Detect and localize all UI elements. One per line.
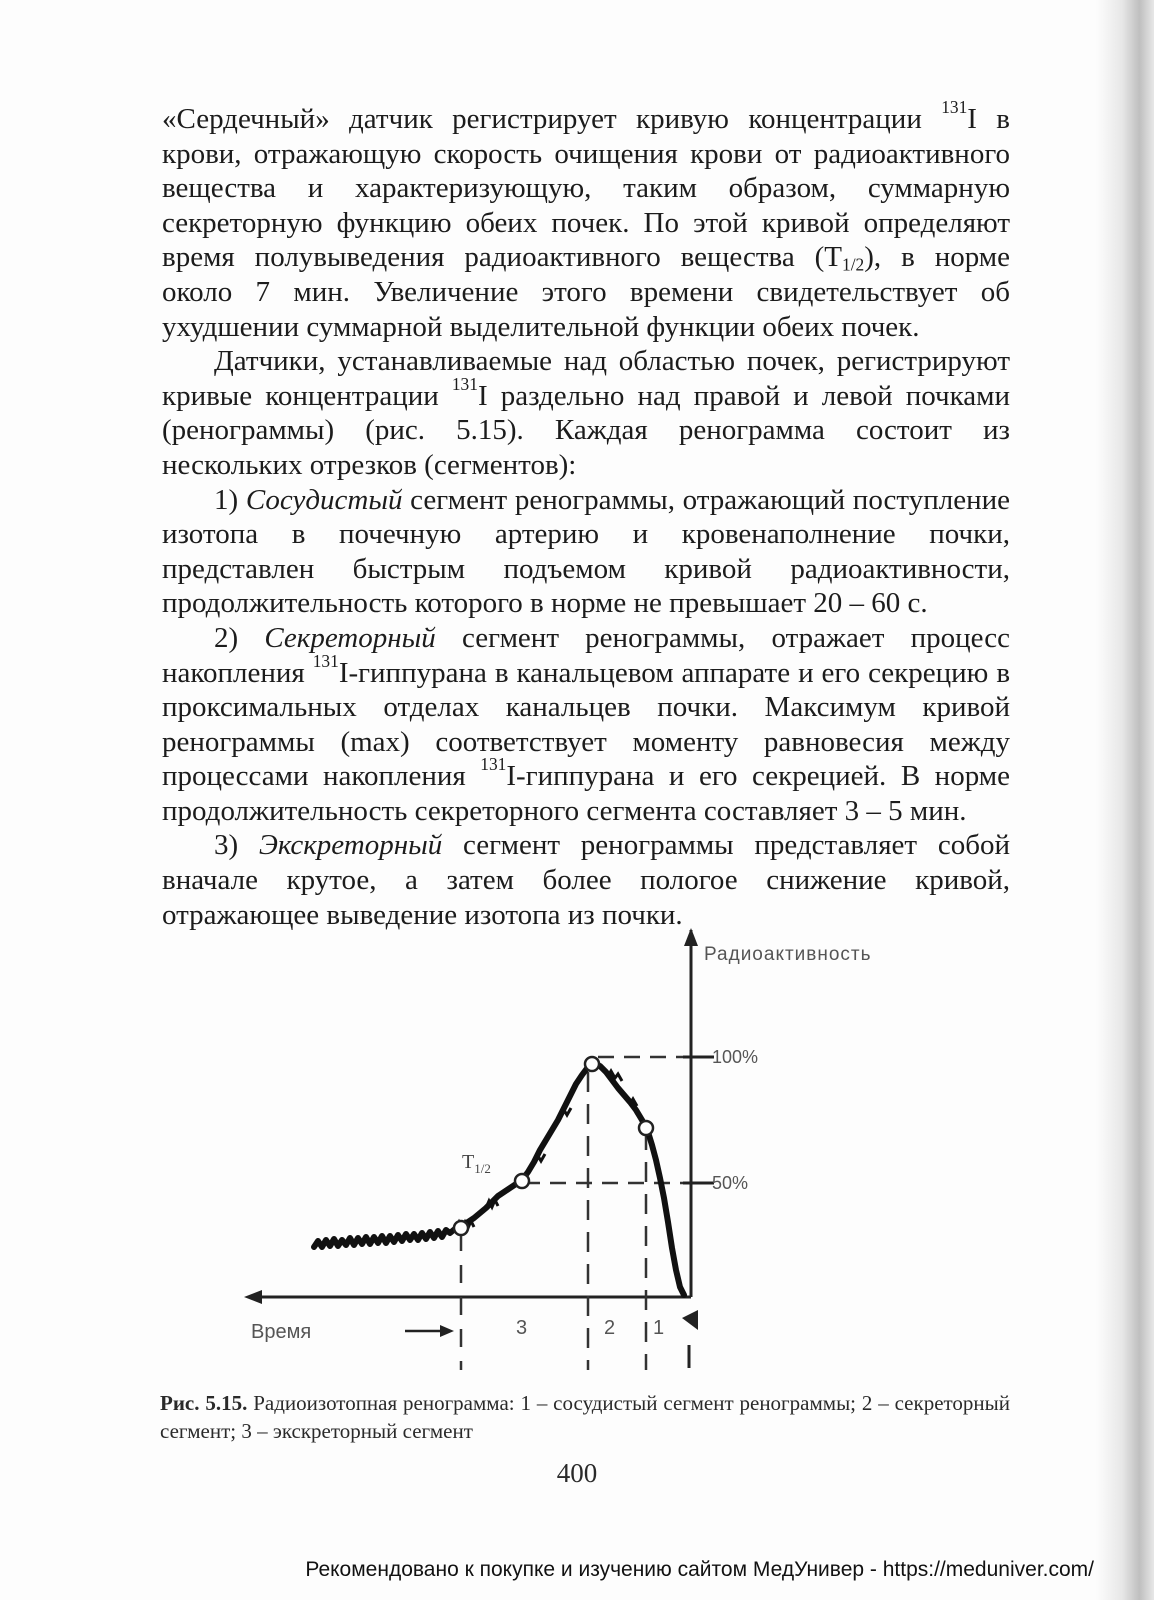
page-edge-shadow (1096, 0, 1154, 1600)
text-run: I в крови, отражающую скорость очищения крови от радиоактивного вещества и характеризующую, таким образом, суммарную секреторную функцию обеих почек. По этой кривой определяют время полувыведения радиоактивного вещества (T (162, 103, 1011, 274)
figure-caption (160, 1389, 1010, 1445)
text-run: сегмент ренограммы представляет собой вначале крутое, а затем более пологое снижение кривой, отражающее выведение изотопа из почки. (162, 829, 1010, 931)
segment-2-label: 2 (604, 1317, 616, 1339)
isotope-superscript: 131 (480, 754, 507, 775)
level-50-label: 50% (712, 1173, 749, 1193)
text-run: I-гиппурана в канальцевом аппарате и его секрецию в проксимальных отделах канальцев почки. Максимум кривой ренограммы (max) соответствует моменту равновесия между процессами накопления (162, 656, 1011, 793)
injection-marker (682, 1310, 698, 1330)
half-time-label-sub: 1/2 (474, 1161, 491, 1176)
segment-term: Экскреторный (258, 829, 443, 862)
isotope-superscript: 131 (941, 97, 968, 118)
x-axis-label: Время (251, 1321, 312, 1343)
paragraph-2 (162, 344, 1010, 482)
text-run: «Сердечный» датчик регистрирует кривую концентрации (162, 103, 942, 135)
paragraph-4 (162, 621, 1010, 829)
body-text (162, 97, 1011, 932)
text-run: I раздельно над правой и левой почками (ренограммы) (рис. 5.15). Каждая ренограмма состоит из нескольких отрезков (сегментов): (162, 379, 1010, 481)
half-time-subscript: 1/2 (842, 254, 865, 275)
text-run: 1) (214, 483, 246, 516)
paragraph-1 (162, 97, 1011, 344)
level-100-label: 100% (712, 1047, 759, 1067)
text-run: сегмент ренограммы, отражающий поступление изотопа в почечную артерию и кровенаполнение почки, представлен быстрым подъемом кривой радиоактивности, продолжительность которого в норме не превышает 20 – 60 с. (162, 483, 1010, 620)
isotope-superscript: 131 (312, 650, 339, 671)
text-run: ), в норме около 7 мин. Увеличение этого времени свидетельствует об ухудшении суммарной выделительной функции обеих почек. (162, 241, 1010, 343)
text-run: сегмент ренограммы, отражает процесс накопления (162, 621, 1010, 689)
text-run: I-гиппурана и его секрецией. В норме продолжительность секреторного сегмента составляет 3 – 5 мин. (162, 760, 1010, 827)
paragraph-3 (162, 483, 1010, 621)
segment-term: Секреторный (264, 621, 436, 654)
segment-3-label: 3 (516, 1317, 528, 1339)
text-run: 2) (214, 621, 265, 654)
isotope-superscript: 131 (451, 373, 478, 394)
caption-text: Радиоизотопная ренограмма: 1 – сосудистый сегмент ренограммы; 2 – секреторный сегмент; 3 – экскреторный сегмент (160, 1391, 1011, 1443)
text-run: 3) (214, 829, 259, 862)
paragraph-5 (162, 828, 1010, 932)
max-marker (585, 1057, 599, 1071)
renogram-curve (314, 1063, 684, 1295)
text-run: Датчики, устанавливаемые над областью почек, регистрируют кривые концентрации (162, 345, 1010, 412)
y-axis-label: Радиоактивность (704, 944, 872, 965)
curve-noise (456, 1070, 637, 1228)
half-time-label-main: T (462, 1151, 475, 1173)
curve-start-marker (454, 1221, 468, 1235)
time-direction-arrowhead (440, 1325, 454, 1337)
footer-recommendation: Рекомендовано к покупке и изучению сайтом МедУнивер - https://meduniver.com/ (305, 1558, 1094, 1581)
half-time-marker (515, 1174, 529, 1188)
x-axis-arrow (244, 1290, 262, 1304)
half-time-label (462, 1151, 491, 1176)
descent-marker (639, 1121, 653, 1135)
page-number: 400 (556, 1458, 598, 1488)
segment-1-label: 1 (653, 1317, 665, 1339)
segment-term: Сосудистый (245, 483, 403, 516)
caption-label: Рис. 5.15. (160, 1391, 248, 1415)
